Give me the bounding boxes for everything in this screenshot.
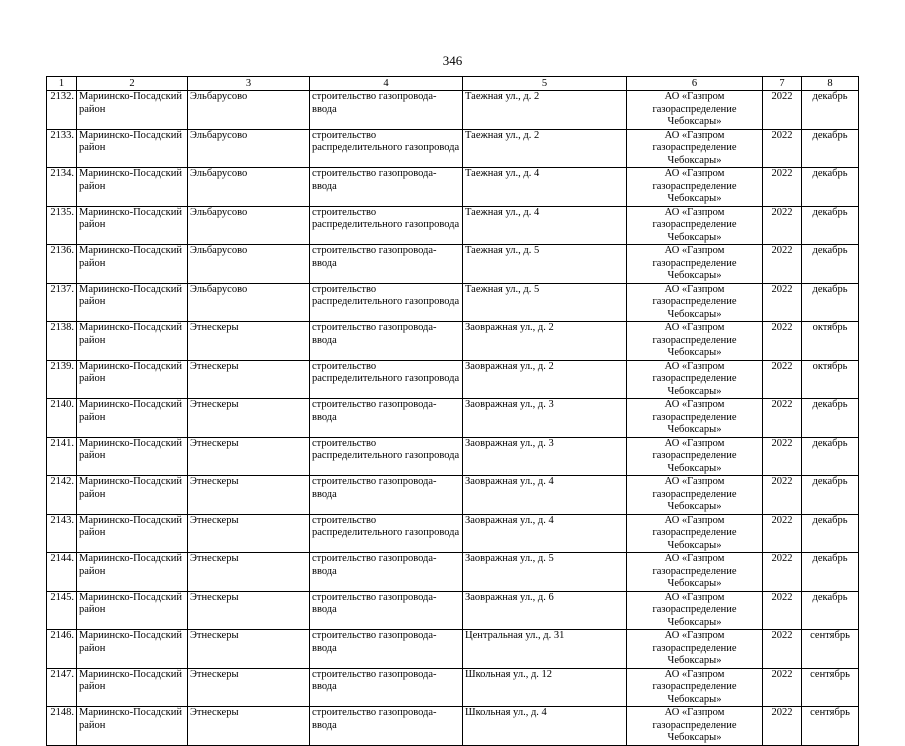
district-cell: Мариинско-Посадский район — [77, 707, 188, 746]
month-cell: декабрь — [802, 437, 859, 476]
organization-cell: АО «Газпром газораспределение Чебоксары» — [627, 707, 763, 746]
column-number: 4 — [310, 77, 463, 91]
settlement-cell: Эльбарусово — [188, 168, 310, 207]
column-number: 8 — [802, 77, 859, 91]
organization-cell: АО «Газпром газораспределение Чебоксары» — [627, 476, 763, 515]
column-number: 3 — [188, 77, 310, 91]
column-number: 5 — [463, 77, 627, 91]
year-cell: 2022 — [763, 437, 802, 476]
month-cell: декабрь — [802, 91, 859, 130]
row-number: 2137. — [47, 283, 77, 322]
settlement-cell: Этнескеры — [188, 399, 310, 438]
table-row — [47, 322, 859, 361]
work-type-cell: строительство газопровода-ввода — [310, 322, 463, 361]
column-number: 7 — [763, 77, 802, 91]
column-number: 6 — [627, 77, 763, 91]
table-row — [47, 476, 859, 515]
row-number: 2134. — [47, 168, 77, 207]
organization-cell: АО «Газпром газораспределение Чебоксары» — [627, 129, 763, 168]
year-cell: 2022 — [763, 591, 802, 630]
row-number: 2148. — [47, 707, 77, 746]
address-cell: Школьная ул., д. 12 — [463, 668, 627, 707]
year-cell: 2022 — [763, 129, 802, 168]
month-cell: декабрь — [802, 245, 859, 284]
row-number: 2142. — [47, 476, 77, 515]
table-row — [47, 129, 859, 168]
organization-cell: АО «Газпром газораспределение Чебоксары» — [627, 245, 763, 284]
district-cell: Мариинско-Посадский район — [77, 553, 188, 592]
column-number: 2 — [77, 77, 188, 91]
settlement-cell: Этнескеры — [188, 322, 310, 361]
work-type-cell: строительство распределительного газопровода — [310, 437, 463, 476]
settlement-cell: Этнескеры — [188, 514, 310, 553]
month-cell: декабрь — [802, 206, 859, 245]
month-cell: декабрь — [802, 514, 859, 553]
district-cell: Мариинско-Посадский район — [77, 591, 188, 630]
column-number-row — [47, 77, 859, 91]
address-cell: Таежная ул., д. 4 — [463, 206, 627, 245]
table-row — [47, 630, 859, 669]
district-cell: Мариинско-Посадский район — [77, 399, 188, 438]
year-cell: 2022 — [763, 322, 802, 361]
work-type-cell: строительство распределительного газопровода — [310, 283, 463, 322]
work-type-cell: строительство газопровода-ввода — [310, 245, 463, 284]
work-type-cell: строительство распределительного газопровода — [310, 129, 463, 168]
work-type-cell: строительство газопровода-ввода — [310, 399, 463, 438]
address-cell: Заовражная ул., д. 4 — [463, 514, 627, 553]
year-cell: 2022 — [763, 168, 802, 207]
row-number: 2145. — [47, 591, 77, 630]
address-cell: Заовражная ул., д. 2 — [463, 360, 627, 399]
year-cell: 2022 — [763, 399, 802, 438]
row-number: 2141. — [47, 437, 77, 476]
year-cell: 2022 — [763, 707, 802, 746]
organization-cell: АО «Газпром газораспределение Чебоксары» — [627, 591, 763, 630]
year-cell: 2022 — [763, 630, 802, 669]
month-cell: декабрь — [802, 399, 859, 438]
month-cell: октябрь — [802, 322, 859, 361]
row-number: 2139. — [47, 360, 77, 399]
row-number: 2140. — [47, 399, 77, 438]
settlement-cell: Эльбарусово — [188, 129, 310, 168]
work-type-cell: строительство распределительного газопровода — [310, 360, 463, 399]
row-number: 2132. — [47, 91, 77, 130]
table-row — [47, 360, 859, 399]
settlement-cell: Этнескеры — [188, 668, 310, 707]
settlement-cell: Этнескеры — [188, 437, 310, 476]
row-number: 2147. — [47, 668, 77, 707]
district-cell: Мариинско-Посадский район — [77, 476, 188, 515]
work-type-cell: строительство газопровода-ввода — [310, 476, 463, 515]
district-cell: Мариинско-Посадский район — [77, 322, 188, 361]
work-type-cell: строительство газопровода-ввода — [310, 668, 463, 707]
row-number: 2135. — [47, 206, 77, 245]
work-type-cell: строительство газопровода-ввода — [310, 168, 463, 207]
settlement-cell: Эльбарусово — [188, 245, 310, 284]
organization-cell: АО «Газпром газораспределение Чебоксары» — [627, 630, 763, 669]
work-type-cell: строительство распределительного газопровода — [310, 206, 463, 245]
data-table — [46, 76, 859, 746]
address-cell: Заовражная ул., д. 3 — [463, 437, 627, 476]
district-cell: Мариинско-Посадский район — [77, 630, 188, 669]
year-cell: 2022 — [763, 91, 802, 130]
month-cell: декабрь — [802, 283, 859, 322]
settlement-cell: Эльбарусово — [188, 206, 310, 245]
year-cell: 2022 — [763, 206, 802, 245]
table-row — [47, 553, 859, 592]
row-number: 2136. — [47, 245, 77, 284]
district-cell: Мариинско-Посадский район — [77, 129, 188, 168]
table-row — [47, 168, 859, 207]
table-row — [47, 283, 859, 322]
district-cell: Мариинско-Посадский район — [77, 283, 188, 322]
settlement-cell: Этнескеры — [188, 630, 310, 669]
work-type-cell: строительство газопровода-ввода — [310, 591, 463, 630]
address-cell: Заовражная ул., д. 2 — [463, 322, 627, 361]
table-row — [47, 399, 859, 438]
year-cell: 2022 — [763, 283, 802, 322]
month-cell: декабрь — [802, 168, 859, 207]
month-cell: сентябрь — [802, 668, 859, 707]
row-number: 2138. — [47, 322, 77, 361]
address-cell: Таежная ул., д. 4 — [463, 168, 627, 207]
address-cell: Таежная ул., д. 5 — [463, 283, 627, 322]
month-cell: декабрь — [802, 476, 859, 515]
work-type-cell: строительство газопровода-ввода — [310, 91, 463, 130]
organization-cell: АО «Газпром газораспределение Чебоксары» — [627, 283, 763, 322]
district-cell: Мариинско-Посадский район — [77, 514, 188, 553]
table-row — [47, 245, 859, 284]
table-row — [47, 707, 859, 746]
address-cell: Заовражная ул., д. 6 — [463, 591, 627, 630]
organization-cell: АО «Газпром газораспределение Чебоксары» — [627, 437, 763, 476]
address-cell: Заовражная ул., д. 3 — [463, 399, 627, 438]
organization-cell: АО «Газпром газораспределение Чебоксары» — [627, 553, 763, 592]
page-number: 346 — [442, 53, 463, 68]
month-cell: декабрь — [802, 553, 859, 592]
work-type-cell: строительство газопровода-ввода — [310, 630, 463, 669]
address-cell: Таежная ул., д. 2 — [463, 129, 627, 168]
district-cell: Мариинско-Посадский район — [77, 437, 188, 476]
organization-cell: АО «Газпром газораспределение Чебоксары» — [627, 360, 763, 399]
address-cell: Таежная ул., д. 5 — [463, 245, 627, 284]
year-cell: 2022 — [763, 360, 802, 399]
row-number: 2144. — [47, 553, 77, 592]
month-cell: сентябрь — [802, 630, 859, 669]
address-cell: Заовражная ул., д. 4 — [463, 476, 627, 515]
table-row — [47, 437, 859, 476]
work-type-cell: строительство газопровода-ввода — [310, 553, 463, 592]
table-row — [47, 591, 859, 630]
year-cell: 2022 — [763, 668, 802, 707]
month-cell: декабрь — [802, 129, 859, 168]
table-row — [47, 91, 859, 130]
settlement-cell: Эльбарусово — [188, 91, 310, 130]
district-cell: Мариинско-Посадский район — [77, 245, 188, 284]
address-cell: Центральная ул., д. 31 — [463, 630, 627, 669]
district-cell: Мариинско-Посадский район — [77, 91, 188, 130]
month-cell: сентябрь — [802, 707, 859, 746]
settlement-cell: Эльбарусово — [188, 283, 310, 322]
table-row — [47, 668, 859, 707]
district-cell: Мариинско-Посадский район — [77, 168, 188, 207]
organization-cell: АО «Газпром газораспределение Чебоксары» — [627, 168, 763, 207]
year-cell: 2022 — [763, 553, 802, 592]
organization-cell: АО «Газпром газораспределение Чебоксары» — [627, 206, 763, 245]
settlement-cell: Этнескеры — [188, 553, 310, 592]
district-cell: Мариинско-Посадский район — [77, 360, 188, 399]
work-type-cell: строительство газопровода-ввода — [310, 707, 463, 746]
work-type-cell: строительство распределительного газопровода — [310, 514, 463, 553]
table-row — [47, 514, 859, 553]
row-number: 2146. — [47, 630, 77, 669]
district-cell: Мариинско-Посадский район — [77, 668, 188, 707]
settlement-cell: Этнескеры — [188, 476, 310, 515]
table-row — [47, 206, 859, 245]
organization-cell: АО «Газпром газораспределение Чебоксары» — [627, 399, 763, 438]
organization-cell: АО «Газпром газораспределение Чебоксары» — [627, 668, 763, 707]
month-cell: декабрь — [802, 591, 859, 630]
district-cell: Мариинско-Посадский район — [77, 206, 188, 245]
column-number: 1 — [47, 77, 77, 91]
row-number: 2133. — [47, 129, 77, 168]
row-number: 2143. — [47, 514, 77, 553]
address-cell: Заовражная ул., д. 5 — [463, 553, 627, 592]
settlement-cell: Этнескеры — [188, 591, 310, 630]
year-cell: 2022 — [763, 476, 802, 515]
year-cell: 2022 — [763, 245, 802, 284]
settlement-cell: Этнескеры — [188, 707, 310, 746]
address-cell: Школьная ул., д. 4 — [463, 707, 627, 746]
settlement-cell: Этнескеры — [188, 360, 310, 399]
organization-cell: АО «Газпром газораспределение Чебоксары» — [627, 91, 763, 130]
month-cell: октябрь — [802, 360, 859, 399]
year-cell: 2022 — [763, 514, 802, 553]
organization-cell: АО «Газпром газораспределение Чебоксары» — [627, 514, 763, 553]
organization-cell: АО «Газпром газораспределение Чебоксары» — [627, 322, 763, 361]
address-cell: Таежная ул., д. 2 — [463, 91, 627, 130]
